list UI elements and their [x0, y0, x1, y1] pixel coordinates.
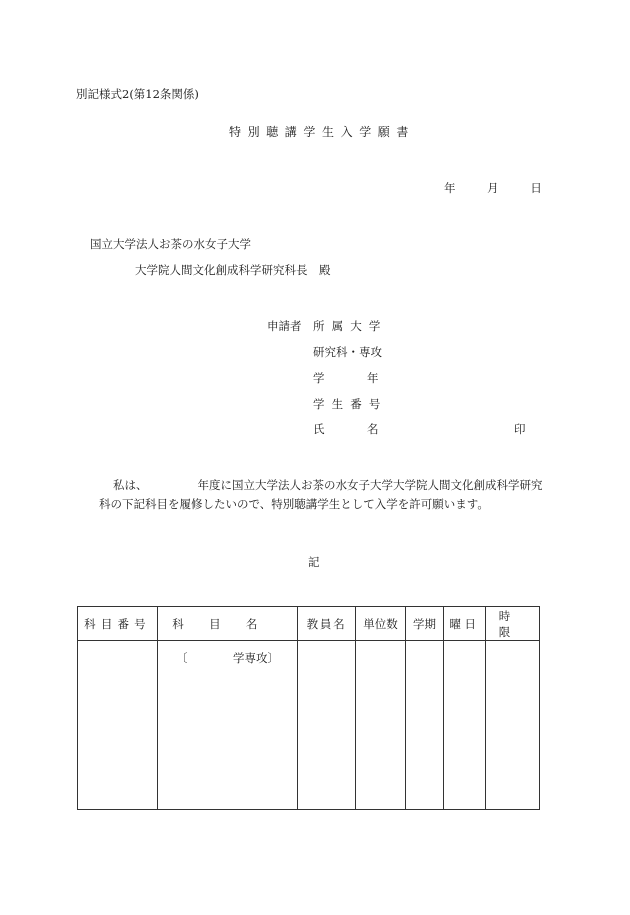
applicant-label: 申請者	[267, 319, 302, 333]
table-header-row	[78, 607, 540, 641]
date-month: 月	[487, 181, 499, 195]
bracket-open: 〔	[176, 651, 188, 665]
date-year: 年	[444, 181, 456, 195]
field-grade: 学年	[313, 371, 422, 385]
body-line-2: 科の下記科目を履修したいので、特別聴講学生として入学を許可願います。	[99, 497, 489, 511]
header-course-name: 科目名	[158, 607, 298, 641]
field-university-label: 所属大学	[313, 319, 388, 333]
document-title: 特別聴講学生入学願書	[229, 125, 416, 139]
header-weekday: 曜日	[444, 607, 486, 641]
addressee-recipient: 大学院人間文化創成科学研究科長 殿	[135, 263, 331, 277]
cell-weekday[interactable]	[444, 641, 486, 810]
cell-course-name[interactable]	[158, 641, 298, 810]
header-period: 時限	[486, 607, 540, 641]
field-student-number: 学生番号	[313, 397, 388, 411]
cell-period[interactable]	[486, 641, 540, 810]
table-row	[78, 641, 540, 810]
note-heading: 記	[308, 555, 320, 569]
major-suffix: 学専攻〕	[233, 651, 279, 665]
body-line-1	[113, 475, 543, 496]
body-prefix: 私は、	[113, 478, 148, 492]
field-university	[313, 318, 388, 334]
header-term: 学期	[406, 607, 444, 641]
cell-credits[interactable]	[356, 641, 406, 810]
field-department: 研究科・専攻	[313, 345, 382, 359]
cell-instructor[interactable]	[298, 641, 356, 810]
major-bracket	[158, 641, 297, 666]
field-name: 氏名	[313, 422, 422, 436]
form-number: 別記様式2(第12条関係)	[76, 87, 199, 101]
addressee-organization: 国立大学法人お茶の水女子大学	[90, 237, 251, 251]
course-table	[77, 606, 540, 810]
date-line	[444, 180, 542, 196]
header-credits: 単位数	[356, 607, 406, 641]
header-course-number: 科目番号	[78, 607, 158, 641]
seal-mark: 印	[514, 422, 526, 436]
cell-course-number[interactable]	[78, 641, 158, 810]
body-rest: 年度に国立大学法人お茶の水女子大学大学院人間文化創成科学研究	[197, 478, 543, 492]
date-day: 日	[530, 181, 542, 195]
header-instructor: 教員名	[298, 607, 356, 641]
cell-term[interactable]	[406, 641, 444, 810]
